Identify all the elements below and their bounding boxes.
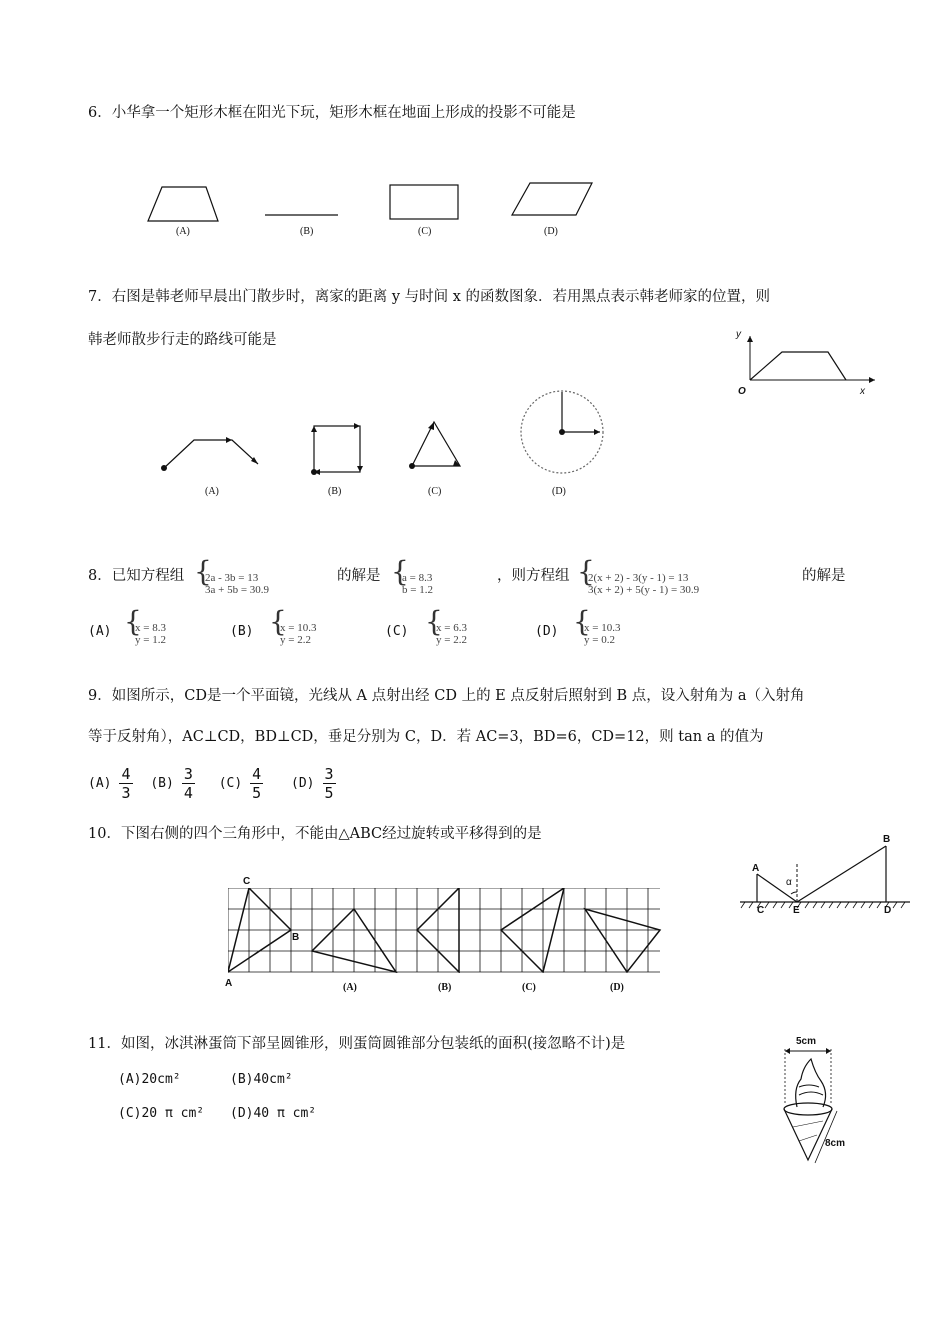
q8-option-b-label: (B) xyxy=(230,624,254,639)
q11-option-a: (A)20cm² xyxy=(118,1072,181,1087)
triangle-d xyxy=(585,909,660,972)
q6-figures xyxy=(140,175,610,245)
q7-label-a: (A) xyxy=(205,486,219,497)
parallelogram-shape xyxy=(512,183,592,215)
q8-option-c: { x = 6.3 y = 2.2 xyxy=(425,605,467,646)
q11-text: 11．如图，冰淇淋蛋筒下部呈圆锥形，则蛋筒圆锥部分包装纸的面积(接忽略不计)是 xyxy=(88,1036,626,1052)
q11-option-c: (C)20 π cm² xyxy=(118,1106,205,1121)
q10-label-c: (C) xyxy=(522,982,536,993)
q10-label-d: (D) xyxy=(610,982,624,993)
fraction: $\frac{3}{5}$ xyxy=(324,765,334,802)
q8-solution-1: { a = 8.3 b = 1.2 xyxy=(391,555,433,596)
q8-option-d-label: (D) xyxy=(535,624,559,639)
q8-option-d: { x = 10.3 y = 0.2 xyxy=(573,605,621,646)
ice-cream-top xyxy=(796,1059,826,1107)
pt-a10: A xyxy=(225,978,233,989)
q11-option-d: (D)40 π cm² xyxy=(230,1106,317,1121)
sys2-eq1: 2(x + 2) - 3(y - 1) = 13 xyxy=(588,572,689,584)
home-dot xyxy=(559,429,565,435)
trapezoid-shape xyxy=(148,187,218,221)
cone xyxy=(784,1109,832,1160)
q6-label-d: (D) xyxy=(544,226,558,237)
q10-label-b: (B) xyxy=(438,982,452,993)
sol1-l2: b = 1.2 xyxy=(402,584,433,596)
q8-mid1: 的解是 xyxy=(337,568,381,584)
route-b xyxy=(314,426,360,472)
route-c xyxy=(412,422,460,466)
pt-d: D xyxy=(884,905,892,916)
q8-prefix: 8．已知方程组 xyxy=(88,568,185,584)
cone-side-label: 8cm xyxy=(825,1138,846,1149)
q9-options: (A) $\frac{4}{3}$ (B) $\frac{3}{4}$ (C) $\frac{4}{5}$ (D) $\frac{3}{5}$ xyxy=(88,765,334,802)
sys1-eq1: 2a - 3b = 13 xyxy=(205,572,259,584)
q7-route-figures xyxy=(150,390,620,480)
q6-label-b: (B) xyxy=(300,226,314,237)
q8-mid2: ，则方程组 xyxy=(497,568,570,584)
home-dot xyxy=(409,463,415,469)
q8-option-a: { x = 8.3 y = 1.2 xyxy=(124,605,166,646)
route-a xyxy=(164,440,258,468)
fraction: $\frac{4}{5}$ xyxy=(252,765,262,802)
q7-distance-time-graph xyxy=(730,330,880,400)
q10-grid-figure xyxy=(228,888,663,973)
q6-label-c: (C) xyxy=(418,226,432,237)
q7-label-b: (B) xyxy=(328,486,342,497)
graph-origin-label: O xyxy=(738,386,746,397)
q8-system-1: { 2a - 3b = 13 3a + 5b = 30.9 xyxy=(194,555,270,596)
function-line xyxy=(750,352,846,380)
pt-b: B xyxy=(883,834,891,845)
q7-line2: 韩老师散步行走的路线可能是 xyxy=(88,332,277,348)
alpha-label: α xyxy=(786,877,792,888)
pt-c10: C xyxy=(243,876,251,887)
q8-option-b: { x = 10.3 y = 2.2 xyxy=(269,605,317,646)
sol1-l1: a = 8.3 xyxy=(402,572,433,584)
grid xyxy=(228,888,660,972)
q7-line1: 7．右图是韩老师早晨出门散步时，离家的距离 y 与时间 x 的函数图象．若用黑点表示韩老师家的位置，则 xyxy=(88,289,771,305)
q6-label-a: (A) xyxy=(176,226,190,237)
pt-c: C xyxy=(757,905,765,916)
q9-line2: 等于反射角），AC⊥CD，BD⊥CD，垂足分别为 C，D．若 AC=3，BD=6，CD=12，则 tan a 的值为 xyxy=(88,729,764,745)
q8-option-c-label: (C) xyxy=(385,624,409,639)
q8-option-a-label: (A) xyxy=(88,624,112,639)
ice-cream-cone-figure xyxy=(775,1045,865,1170)
q9-line1: 9．如图所示，CD是一个平面镜，光线从 A 点射出经 CD 上的 E 点反射后照射到 B 点，设入射角为 a（入射角 xyxy=(88,688,805,704)
sys1-eq2: 3a + 5b = 30.9 xyxy=(205,584,270,596)
sys2-eq2: 3(x + 2) + 5(y - 1) = 30.9 xyxy=(588,584,700,596)
pt-a: A xyxy=(752,863,760,874)
rectangle-shape xyxy=(390,185,458,219)
q7-label-c: (C) xyxy=(428,486,442,497)
fraction: $\frac{3}{4}$ xyxy=(183,765,193,802)
pt-b10: B xyxy=(292,932,300,943)
graph-y-label: y xyxy=(736,329,741,340)
fraction: $\frac{4}{3}$ xyxy=(121,765,131,802)
q8-system-2: { 2(x + 2) - 3(y - 1) = 13 3(x + 2) + 5(y - 1) = 30.9 xyxy=(577,555,700,596)
graph-x-label: x xyxy=(860,386,865,397)
cone-top-label: 5cm xyxy=(796,1036,817,1047)
pt-e: E xyxy=(793,905,800,916)
q6-text: 6．小华拿一个矩形木框在阳光下玩，矩形木框在地面上形成的投影不可能是 xyxy=(88,105,576,121)
q10-text: 10．下图右侧的四个三角形中，不能由△ABC经过旋转或平移得到的是 xyxy=(88,826,542,842)
home-dot xyxy=(161,465,167,471)
q7-label-d: (D) xyxy=(552,486,566,497)
q8-suffix: 的解是 xyxy=(802,568,846,584)
q11-option-b: (B)40cm² xyxy=(230,1072,293,1087)
q10-label-a: (A) xyxy=(343,982,357,993)
